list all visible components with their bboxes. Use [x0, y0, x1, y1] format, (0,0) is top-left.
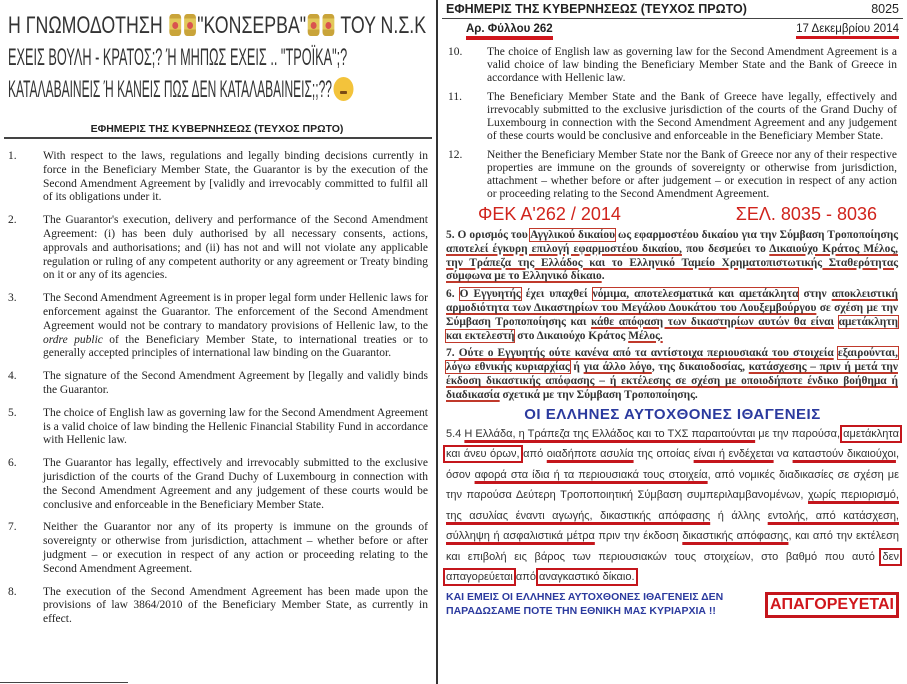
canned-food-icon [184, 14, 196, 36]
post-title-line-3 [8, 76, 353, 104]
issue-date: 17 Δεκεμβρίου 2014 [796, 23, 899, 39]
text-segment: να [773, 448, 793, 461]
text-segment: που δεσμεύει το [681, 242, 770, 255]
clause [0, 150, 428, 205]
fek-reference: ΦΕΚ Α'262 / 2014 [478, 204, 621, 224]
boxed-highlight: Αγγλικού δικαίου [530, 229, 615, 241]
text-segment: 5.4 [446, 427, 465, 440]
clause [438, 149, 907, 201]
blue-heading: ΟΙ ΕΛΛΗΝΕΣ ΑΥΤΟΧΘΟΝΕΣ ΙΘΑΓΕΝΕΙΣ [524, 405, 821, 423]
underlined-highlight: Δικαιούχο Κράτος Μέλος, την Τράπεζα της Ελλάδος και το Ελληνικό Ταμείο Χρηματοπιστωτικής Σταθερότητας σύμφωνα με το Ελληνικό δίκαιο [446, 242, 898, 283]
page-number: 8025 [871, 2, 899, 16]
clause [0, 586, 428, 627]
underlined-highlight: Ούτε ο Εγγυητής ούτε κανένα από τα αντίστοιχα περιουσιακά του στοιχεία [458, 347, 834, 360]
underlined-highlight: αποκλειστική αρμοδιότητα των Δικαστηρίων του Μεγάλου Δουκάτου του Λουξεμβούργου [446, 288, 899, 314]
right-content [438, 0, 907, 618]
title-text: ΤΟΥ Ν.Σ.Κ [335, 12, 427, 39]
boxed-highlight: εξαιρούνται, λόγω εθνικής κυριαρχίας [446, 347, 898, 374]
clause [0, 292, 428, 361]
thinking-face-icon [333, 77, 353, 101]
clause-text: The choice of English law as governing law for the Second Amendment Agreement is a valid choice of law binding the Hellenic Financial Stability Fund in accordance with Hellenic law. [43, 406, 428, 447]
text-segment: από [519, 448, 547, 461]
clause-text: The Guarantor's execution, delivery and performance of the Second Amendment Agreement: (i) has been duly authorised by all necessary consents, actions, approvals and authorisations; and (ii) has not and will not violate any applicable regulation or ruling of any competent authority or any agreement or Treaty binding on it or any of its agencies. [43, 214, 428, 282]
clause-number: 11. [448, 91, 462, 103]
text-segment: ως εφαρμοστέου δικαίου για την Σύμβαση Τροποποίησης [614, 229, 898, 241]
gazette-header: ΕΦΗΜΕΡΙΣ ΤΗΣ ΚΥΒΕΡΝΗΣΕΩΣ (ΤΕΥΧΟΣ ΠΡΩΤΟ) [90, 123, 344, 135]
text-segment: 5. Ο ορισμός του [446, 229, 531, 241]
left-document-panel [0, 0, 434, 684]
boxed-highlight: αναγκαστικό δίκαιο. [539, 571, 635, 584]
canned-food-icon [169, 14, 181, 36]
text-segment: , της δικαιοδοσίας, [651, 361, 749, 374]
canned-food-icon [322, 14, 334, 36]
footnote-rule [0, 682, 128, 683]
right-document-panel [438, 0, 907, 684]
italic-term: ordre public [43, 333, 103, 346]
clause-text: The Guarantor has legally, effectively and irrevocably submitted to the exclusive jurisdiction of the courts of the Grand Duchy of Luxembourg in connection with the Second Amendment Agreement and any judgement of these courts would be conclusive and enforceable in the Beneficiary Member State. [43, 457, 428, 511]
closing-row [438, 590, 907, 618]
text-segment: σχετικά με την Σύμβαση Τροποποίησης. [499, 388, 698, 401]
boxed-highlight: αμετάκλητη και εκτελεστή [446, 315, 898, 342]
text-segment: ή [569, 361, 584, 374]
text-segment: με την παρούσα, [755, 427, 844, 440]
clause-number: 7. [8, 521, 17, 534]
boxed-highlight: νόμιμα, αποτελεσματικά και αμετάκλητα [592, 288, 799, 301]
underlined-highlight: αποτελεί έγκυρη επιλογή εφαρμοστέου δικαίου, [446, 242, 682, 255]
text-segment [834, 316, 839, 328]
clause [438, 91, 907, 143]
clause [0, 457, 428, 512]
gazette-header-row [442, 0, 903, 19]
text-segment: , όσον [446, 448, 899, 481]
title-text: Η ΓΝΩΜΟΔΟΤΗΣΗ [8, 12, 168, 39]
article-5-4 [446, 424, 899, 588]
clause-text: The choice of English law as governing law for the Second Amendment Agreement is a valid choice of law binding the Beneficiary Member State and the Bank of Greece in accordance with Hellenic law. [487, 46, 897, 84]
issue-row [438, 23, 907, 40]
clause-text-part: The Second Amendment Agreement is in proper legal form under Hellenic laws for enforcement against the Guarantor. The enforcement of the Second Amendment Agreement would not be contrary to mandatory provisions of Hellenic law, to the [43, 292, 428, 332]
clause-text [43, 292, 428, 361]
underlined-highlight: χωρίς περιορισμό, της ασυλίας έναντι αγωγής, δικαστικής απόφασης [446, 489, 899, 522]
clause [0, 407, 428, 448]
underlined-highlight: οιαδήποτε ασυλία [546, 448, 634, 461]
clause [438, 46, 907, 85]
clause-text-part: of the Beneficiary Member State, to international treaties or to generally accepted principles of international law binding on the Guarantor. [43, 333, 428, 360]
clause-number: 1. [8, 150, 17, 162]
clause-number: 5. [8, 406, 17, 419]
underlined-highlight: Η Ελλάδα, η Τράπεζα της Ελλάδος και το ΤΧΣ παραιτούνται [464, 427, 756, 440]
text-segment: , και από την εκτέλεση και επιβολή εις βάρος των περιουσιακών τους στοιχείων, στο βαθμό που αυτό [446, 530, 899, 563]
clause-number: 10. [448, 46, 463, 58]
clause-number: 8. [8, 585, 17, 598]
underlined-highlight: κάθε απόφαση των δικαστηρίων αυτών θα είναι [590, 315, 835, 328]
closing-line-1: ΚΑΙ ΕΜΕΙΣ ΟΙ ΕΛΛΗΝΕΣ ΑΥΤΟΧΘΟΝΕΣ ΙΘΑΓΕΝΕΙΣ ΔΕΝ [446, 590, 724, 603]
post-title-line-1 [8, 12, 426, 40]
fek-row [438, 204, 907, 225]
title-text: "ΚΟΝΣΕΡΒΑ" [197, 12, 307, 39]
clause-text: The signature of the Second Amendment Agreement by [legally and validly binds the Guarantor. [43, 370, 428, 396]
underlined-highlight: είναι ή ενδέχεται [693, 448, 774, 461]
clause-text: The execution of the Second Amendment Agreement has been made upon the provisions of law 3864/2010 of the Beneficiary Member State, as currently in effect. [43, 585, 428, 626]
closing-line-2: ΠΑΡΑΔΩΣΑΜΕ ΠΟΤΕ ΤΗΝ ΕΘΝΙΚΗ ΜΑΣ ΚΥΡΙΑΡΧΙΑ !! [446, 604, 716, 617]
underlined-highlight: εντολής, από κατάσχεση, σύλληψη ή ασφαλιστικά μέτρα [446, 509, 899, 543]
left-clauses [0, 150, 434, 627]
canned-food-icon [308, 14, 320, 36]
text-segment: της οποίας [633, 448, 694, 461]
header-rule [4, 137, 432, 139]
underlined-highlight: δικαστικής απόφασης [682, 530, 789, 543]
underlined-highlight: για άλλο λόγο [583, 361, 652, 374]
title-text: ΚΑΤΑΛΑΒΑΙΝΕΙΣ Ή ΚΑΝΕΙΣ ΠΩΣ ΔΕΝ ΚΑΤΑΛΑΒΑΙΝΕΙΣ;;?? [8, 76, 332, 103]
clause [0, 521, 428, 576]
clause-number: 3. [8, 292, 17, 305]
text-segment: στην [798, 288, 832, 301]
clause-number: 4. [8, 370, 17, 383]
clause-number: 6. [8, 457, 17, 470]
text-segment: , από νομικές διαδικασίες σε σχέση με την παρούσα Δεύτερη Τροποποιητική Σύμβαση συμπεριλαμβανομένων, [446, 468, 899, 502]
text-segment: πριν την έκδοση [594, 530, 683, 543]
clause-number: 2. [8, 214, 17, 227]
boxed-highlight: Ο Εγγυητής [459, 288, 521, 301]
forbidden-label: ΑΠΑΓΟΡΕΥΕΤΑΙ [765, 592, 899, 618]
text-segment: έχει υπαχθεί [520, 288, 593, 301]
clause-text: Neither the Guarantor nor any of its property is immune on the grounds of sovereignty or otherwise from jurisdiction, attachment – whether before or after judgment – or execution in respect of any action or proceeding relating to the Second Amendment Agreement. [43, 521, 428, 575]
right-clauses [438, 40, 907, 201]
page-range: ΣΕΛ. 8035 - 8036 [735, 204, 877, 224]
clause-number: 12. [448, 149, 463, 161]
clause-text: Neither the Beneficiary Member State nor the Bank of Greece nor any of their respective properties are immune on the grounds of sovereignty or otherwise from jurisdiction, attachment – whether before or after judgement – or execution in respect of any action or proceeding relating to the Second Amendment Agreement. [487, 149, 897, 200]
boxed-highlight: αμετάκλητα και άνευ όρων, [446, 427, 899, 461]
underlined-highlight: κατάσχεσης – πριν ή μετά την έκδοση δικαστικής απόφασης – ή εκτέλεσης σε σχέση με οποιοδήποτε ένδικο βοήθημα ή διαδικασία [446, 361, 898, 401]
underlined-highlight: καταστούν δικαιούχοι [792, 448, 896, 461]
sheet-number: Αρ. Φύλλου 262 [466, 23, 553, 40]
post-title-line-2: ΕΧΕΙΣ ΒΟΥΛΗ - ΚΡΑΤΟΣ;? Ή ΜΗΠΩΣ ΕΧΕΙΣ .. "ΤΡΟΪΚΑ";? [8, 44, 348, 71]
clause-text: With respect to the laws, regulations and legally binding decisions currently in force in the Beneficiary Member State, the Guarantor is by the execution of the Second Amendment Agreement by [validly and irrevocably committed to fulfil all of its obligations under it. [43, 150, 428, 204]
boxed-highlight: δεν απαγορεύεται [446, 550, 899, 584]
text-segment: 7. [446, 347, 459, 360]
text-segment: σε σχέση με την Σύμβαση Τροποποίησης και [446, 301, 899, 328]
text-segment: 6. [446, 288, 460, 301]
text-segment: από [512, 571, 540, 584]
gazette-header: ΕΦΗΜΕΡΙΣ ΤΗΣ ΚΥΒΕΡΝΗΣΕΩΣ (ΤΕΥΧΟΣ ΠΡΩΤΟ) [446, 2, 747, 16]
text-segment: . [601, 270, 605, 283]
text-segment: στο Δικαιούχο Κράτος [514, 329, 629, 342]
clause [0, 214, 428, 283]
greek-clause-7 [446, 347, 898, 402]
greek-clause-6 [446, 288, 898, 343]
clause [0, 370, 428, 398]
closing-text [446, 590, 723, 618]
underlined-highlight: αφορά στα ίδια ή τα περιουσιακά τους στοιχεία [474, 468, 708, 481]
greek-clause-5 [446, 229, 898, 284]
text-segment: ή άλλης [710, 509, 768, 522]
underlined-highlight: Μέλος. [628, 329, 663, 342]
clause-text: The Beneficiary Member State and the Bank of Greece have legally, effectively and irrevocably submitted to the exclusive jurisdiction of the courts of the Grand Duchy of Luxembourg in connection with the Second Amendment Agreement and any judgement of these courts would be conclusive and enforceable in the Beneficiary Member State. [487, 91, 897, 142]
